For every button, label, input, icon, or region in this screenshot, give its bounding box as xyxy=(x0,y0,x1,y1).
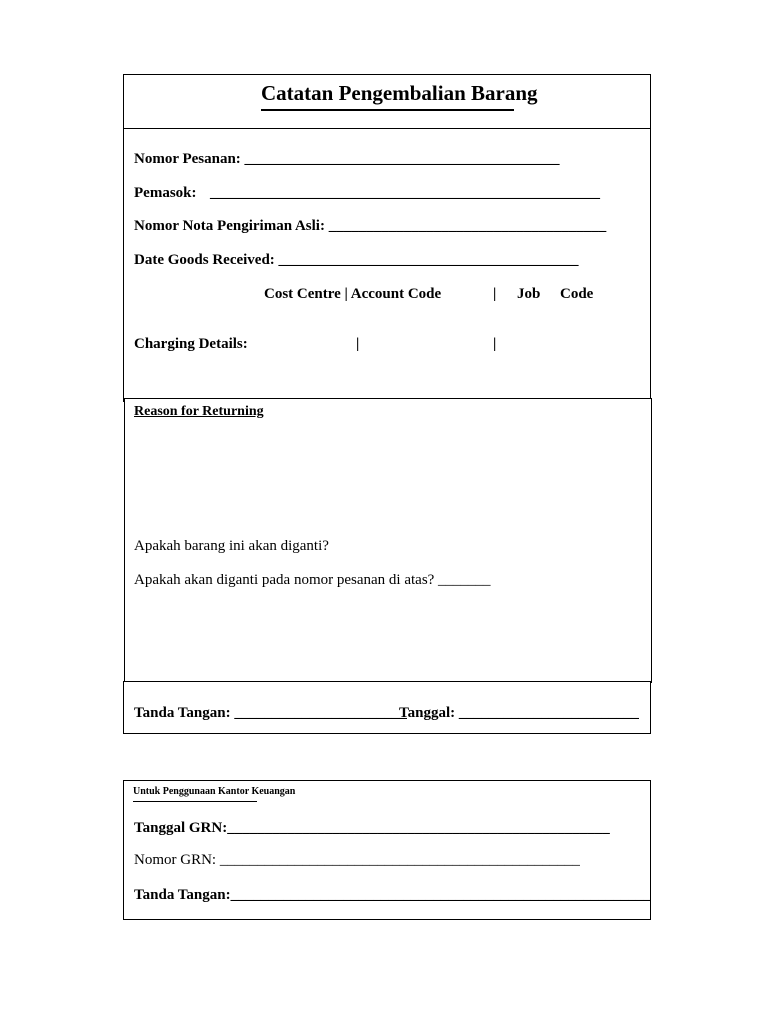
code-header: Code xyxy=(560,286,594,302)
finance-box xyxy=(123,780,651,920)
job-header: Job xyxy=(517,286,541,302)
question-same-order[interactable]: Apakah akan diganti pada nomor pesanan di atas? _______ xyxy=(134,572,491,588)
grn-number-field[interactable]: Nomor GRN: ________________________________________________ xyxy=(134,852,580,868)
delivery-note-field[interactable]: Nomor Nota Pengiriman Asli: _____________________________________ xyxy=(134,218,607,234)
reason-heading: Reason for Returning xyxy=(134,404,264,419)
charging-separator-1: | xyxy=(356,336,360,352)
supplier-label: Pemasok: xyxy=(134,185,197,201)
question-replaced: Apakah barang ini akan diganti? xyxy=(134,538,329,554)
cost-centre-header: Cost Centre | Account Code xyxy=(264,286,442,302)
finance-signature-field[interactable]: Tanda Tangan:________________________________________________________ xyxy=(134,887,651,903)
date-received-field[interactable]: Date Goods Received: ________________________________________ xyxy=(134,252,579,268)
order-details-box xyxy=(123,128,651,402)
finance-heading-underline xyxy=(133,801,257,802)
title-underline xyxy=(261,109,514,111)
reason-box xyxy=(124,398,652,683)
finance-heading: Untuk Penggunaan Kantor Keuangan xyxy=(133,786,296,797)
order-number-field[interactable]: Nomor Pesanan: __________________________________________ xyxy=(134,151,560,167)
charging-separator-2: | xyxy=(493,336,497,352)
column-separator: | xyxy=(493,286,497,302)
grn-date-field[interactable]: Tanggal GRN:___________________________________________________ xyxy=(134,820,610,836)
signature-field[interactable]: Tanda Tangan: _______________________ xyxy=(134,705,407,721)
page-title: Catatan Pengembalian Barang xyxy=(261,81,538,105)
signature-box xyxy=(123,681,651,734)
date-field[interactable]: Tanggal: ________________________ xyxy=(399,705,639,721)
supplier-field[interactable]: ____________________________________________________ xyxy=(210,185,600,201)
charging-details-label: Charging Details: xyxy=(134,336,248,352)
title-box xyxy=(123,74,651,130)
